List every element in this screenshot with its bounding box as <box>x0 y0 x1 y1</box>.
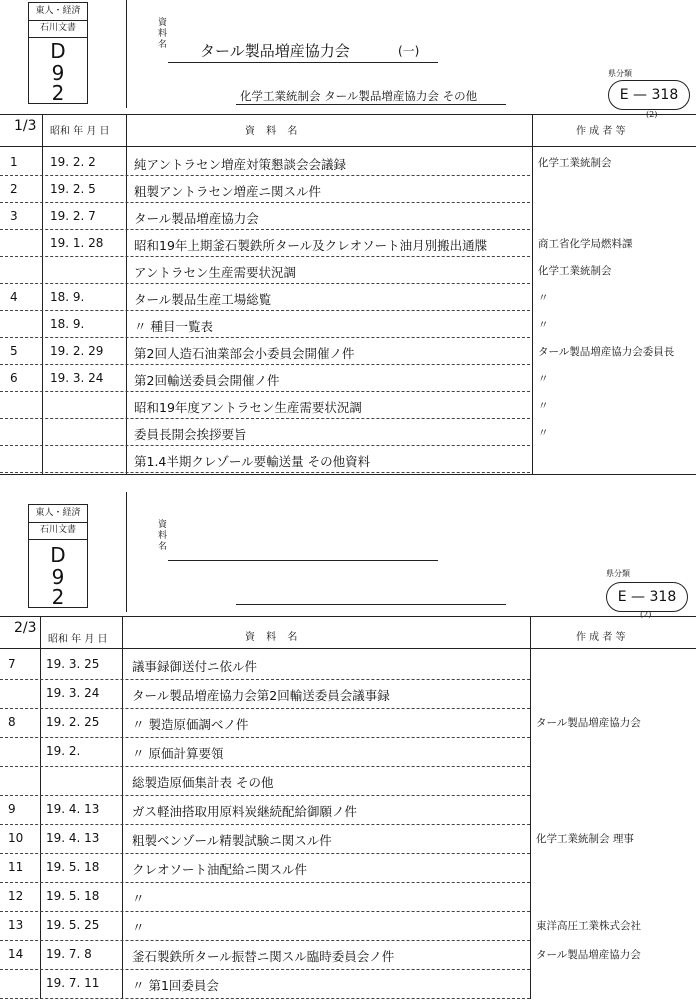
row-date: 19. 3. 25 <box>46 657 100 671</box>
row-number: 8 <box>8 715 16 729</box>
material-label: 資料名 <box>158 520 168 552</box>
row-number: 13 <box>8 918 24 932</box>
classification-label: 県分類 <box>608 69 632 78</box>
row-author: 化学工業統制会 理事 <box>536 833 634 845</box>
row-title: 昭和19年度アントラセン生産需要状況調 <box>134 400 362 415</box>
row-divider <box>0 911 530 912</box>
row-number: 3 <box>10 209 18 223</box>
row-title: 第2回輸送委員会開催ノ件 <box>134 373 280 388</box>
row-divider <box>0 175 530 176</box>
row-number: 10 <box>8 831 24 845</box>
row-divider <box>0 337 530 338</box>
row-title: 純アントラセン増産対策懇談会会議録 <box>134 157 347 172</box>
stamp-code-c: 2 <box>51 585 65 609</box>
row-title: 〃 <box>132 920 145 935</box>
row-divider <box>0 256 530 257</box>
row-author: 〃 <box>538 319 549 331</box>
row-divider <box>0 824 530 825</box>
row-number: 11 <box>8 860 24 874</box>
row-number: 2 <box>10 182 18 196</box>
row-date: 19. 2. 25 <box>46 715 100 729</box>
row-title: 釜石製鉄所タール振替ニ関スル臨時委員会ノ件 <box>132 949 395 964</box>
row-divider <box>0 418 530 419</box>
row-author: タール製品増産協力会 <box>536 949 641 961</box>
classification-sub: (2) <box>646 110 658 119</box>
page-mark: 2/3 <box>14 620 37 636</box>
row-author: 化学工業統制会 <box>538 157 612 169</box>
row-title: タール製品増産協力会 <box>134 211 259 226</box>
stamp-line-2: 石川文書 <box>29 20 87 38</box>
row-divider <box>0 445 530 446</box>
row-date: 18. 9. <box>50 317 85 331</box>
row-title: 〃 種目一覧表 <box>134 319 213 334</box>
row-date: 19. 2. 29 <box>50 344 104 358</box>
row-divider <box>0 882 530 883</box>
row-divider <box>0 795 530 796</box>
row-title: 〃 原価計算要領 <box>132 746 224 761</box>
row-date: 19. 5. 25 <box>46 918 100 932</box>
row-date: 19. 7. 11 <box>46 976 100 990</box>
row-date: 19. 3. 24 <box>50 371 104 385</box>
stamp-code-a: D <box>50 543 66 567</box>
row-title: 粗製アントラセン増産ニ関スル件 <box>134 184 322 199</box>
archive-stamp <box>28 2 88 104</box>
row-title: アントラセン生産需要状況調 <box>134 265 297 280</box>
row-divider <box>0 679 530 680</box>
header-date: 昭和 年 月 日 <box>50 126 110 137</box>
row-divider <box>0 940 530 941</box>
row-divider <box>0 737 530 738</box>
row-title: タール製品生産工場総覧 <box>134 292 272 307</box>
row-number: 5 <box>10 344 18 358</box>
row-number: 12 <box>8 889 24 903</box>
row-author: 〃 <box>538 292 549 304</box>
archive-stamp <box>28 504 88 608</box>
row-divider <box>0 472 530 473</box>
row-number: 9 <box>8 802 16 816</box>
row-author: 商工省化学局燃料課 <box>538 238 633 250</box>
row-divider <box>0 283 530 284</box>
row-date: 19. 2. <box>46 744 81 758</box>
row-title: 第2回人造石油業部会小委員会開催ノ件 <box>134 346 355 361</box>
stamp-line-1: 東人・経済 <box>29 505 87 523</box>
subtitle: 化学工業統制会 タール製品増産協力会 その他 <box>240 89 478 103</box>
row-date: 19. 5. 18 <box>46 889 100 903</box>
row-title: 議事録御送付ニ依ル件 <box>132 659 258 674</box>
header-material: 資 料 名 <box>245 126 302 137</box>
row-divider <box>0 310 530 311</box>
header-author: 作 成 者 等 <box>576 632 626 643</box>
row-divider <box>0 969 530 970</box>
classification-sub: (2) <box>640 610 652 619</box>
row-title: 第1.4半期クレゾール要輸送量 その他資料 <box>134 454 371 469</box>
row-date: 19. 2. 5 <box>50 182 96 196</box>
stamp-line-1: 東人・経済 <box>29 3 87 21</box>
row-date: 19. 4. 13 <box>46 802 100 816</box>
row-author: タール製品増産協力会 <box>536 717 641 729</box>
header-material: 資 料 名 <box>245 632 302 643</box>
stamp-code-b: 9 <box>51 61 65 85</box>
row-number: 14 <box>8 947 24 961</box>
classification-code: E — 318 <box>608 80 690 110</box>
row-divider <box>0 853 530 854</box>
row-title: 委員長開会挨拶要旨 <box>134 427 247 442</box>
row-author: 化学工業統制会 <box>538 265 612 277</box>
row-number: 1 <box>10 155 18 169</box>
header-author: 作 成 者 等 <box>576 126 626 137</box>
row-title: 粗製ベンゾール精製試験ニ関スル件 <box>132 833 332 848</box>
row-title: タール製品増産協力会第2回輸送委員会議事録 <box>132 688 390 703</box>
row-date: 19. 1. 28 <box>50 236 104 250</box>
row-divider <box>0 202 530 203</box>
material-label: 資料名 <box>158 18 168 50</box>
stamp-code-b: 9 <box>51 565 65 589</box>
material-name: タール製品増産協力会 <box>200 42 350 60</box>
row-date: 19. 7. 8 <box>46 947 92 961</box>
row-title: 〃 第1回委員会 <box>132 978 219 993</box>
header-date: 昭和 年 月 日 <box>48 634 108 645</box>
page-mark: 1/3 <box>14 118 37 134</box>
row-number: 4 <box>10 290 18 304</box>
row-date: 19. 2. 7 <box>50 209 96 223</box>
row-divider <box>0 364 530 365</box>
row-divider <box>0 998 530 999</box>
stamp-line-2: 石川文書 <box>29 522 87 540</box>
row-date: 18. 9. <box>50 290 85 304</box>
row-divider <box>0 391 530 392</box>
row-author: 〃 <box>538 373 549 385</box>
row-divider <box>0 229 530 230</box>
row-divider <box>0 766 530 767</box>
row-date: 19. 5. 18 <box>46 860 100 874</box>
stamp-code-a: D <box>50 39 66 63</box>
row-author: 〃 <box>538 427 549 439</box>
row-author: タール製品増産協力会委員長 <box>538 346 675 358</box>
row-date: 19. 4. 13 <box>46 831 100 845</box>
row-title: 〃 製造原価調べノ件 <box>132 717 249 732</box>
row-number: 6 <box>10 371 18 385</box>
row-title: ガス軽油搭取用原料炭継続配給御願ノ件 <box>132 804 358 819</box>
row-title: クレオソート油配給ニ関スル件 <box>132 862 308 877</box>
row-author: 東洋高圧工業株式会社 <box>536 920 641 932</box>
row-title: 昭和19年上期釜石製鉄所タール及クレオソート油月別搬出通牒 <box>134 238 488 253</box>
row-author: 〃 <box>538 400 549 412</box>
material-part: (一) <box>398 44 420 58</box>
row-number: 7 <box>8 657 16 671</box>
row-title: 総製造原価集計表 その他 <box>132 775 274 790</box>
stamp-code-c: 2 <box>51 81 65 105</box>
classification-label: 県分類 <box>606 569 630 578</box>
row-divider <box>0 708 530 709</box>
row-date: 19. 2. 2 <box>50 155 96 169</box>
row-date: 19. 3. 24 <box>46 686 100 700</box>
row-title: 〃 <box>132 891 145 906</box>
classification-code: E — 318 <box>606 582 688 612</box>
